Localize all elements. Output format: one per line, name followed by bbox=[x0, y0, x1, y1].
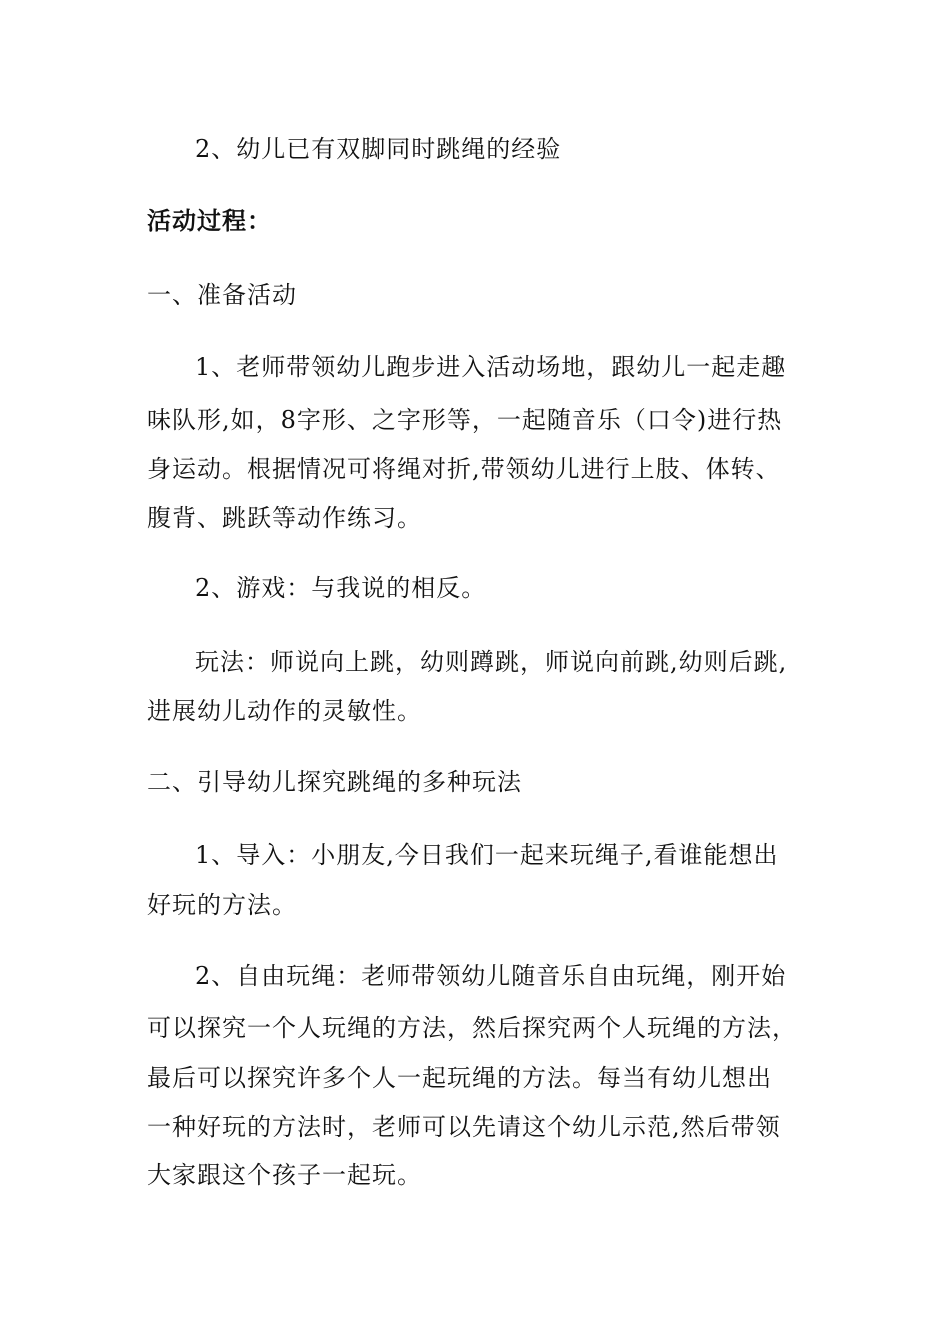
paragraph-warmup-line-4: 腹背、跳跃等动作练习。 bbox=[147, 504, 422, 532]
section-heading-preparation: 一、准备活动 bbox=[147, 281, 297, 309]
paragraph-freeplay-line-2: 可以探究一个人玩绳的方法，然后探究两个人玩绳的方法， bbox=[147, 1014, 797, 1042]
paragraph-freeplay-line-5: 大家跟这个孩子一起玩。 bbox=[147, 1161, 422, 1189]
paragraph-freeplay-line-4: 一种好玩的方法时，老师可以先请这个幼儿示范,然后带领 bbox=[147, 1113, 781, 1141]
paragraph-warmup-line-2: 味队形,如，8字形、之字形等，一起随音乐（口令)进行热 bbox=[147, 406, 783, 434]
heading-activity-process: 活动过程： bbox=[147, 206, 272, 235]
paragraph-rules-line-1: 玩法：师说向上跳，幼则蹲跳，师说向前跳,幼则后跳, bbox=[195, 648, 788, 676]
paragraph-freeplay-line-1: 2、自由玩绳：老师带领幼儿随音乐自由玩绳，刚开始 bbox=[195, 962, 787, 990]
section-heading-explore: 二、引导幼儿探究跳绳的多种玩法 bbox=[147, 768, 522, 796]
paragraph-intro-line-1: 1、导入：小朋友,今日我们一起来玩绳子,看谁能想出 bbox=[195, 841, 779, 869]
paragraph-freeplay-line-3: 最后可以探究许多个人一起玩绳的方法。每当有幼儿想出 bbox=[147, 1064, 772, 1092]
paragraph-game: 2、游戏：与我说的相反。 bbox=[195, 574, 487, 602]
paragraph-warmup-line-3: 身运动。根据情况可将绳对折,带领幼儿进行上肢、体转、 bbox=[147, 455, 781, 483]
paragraph-intro-line-2: 好玩的方法。 bbox=[147, 891, 297, 919]
paragraph-warmup-line-1: 1、老师带领幼儿跑步进入活动场地，跟幼儿一起走趣 bbox=[195, 353, 787, 381]
paragraph-experience: 2、幼儿已有双脚同时跳绳的经验 bbox=[195, 135, 562, 163]
paragraph-rules-line-2: 进展幼儿动作的灵敏性。 bbox=[147, 697, 422, 725]
